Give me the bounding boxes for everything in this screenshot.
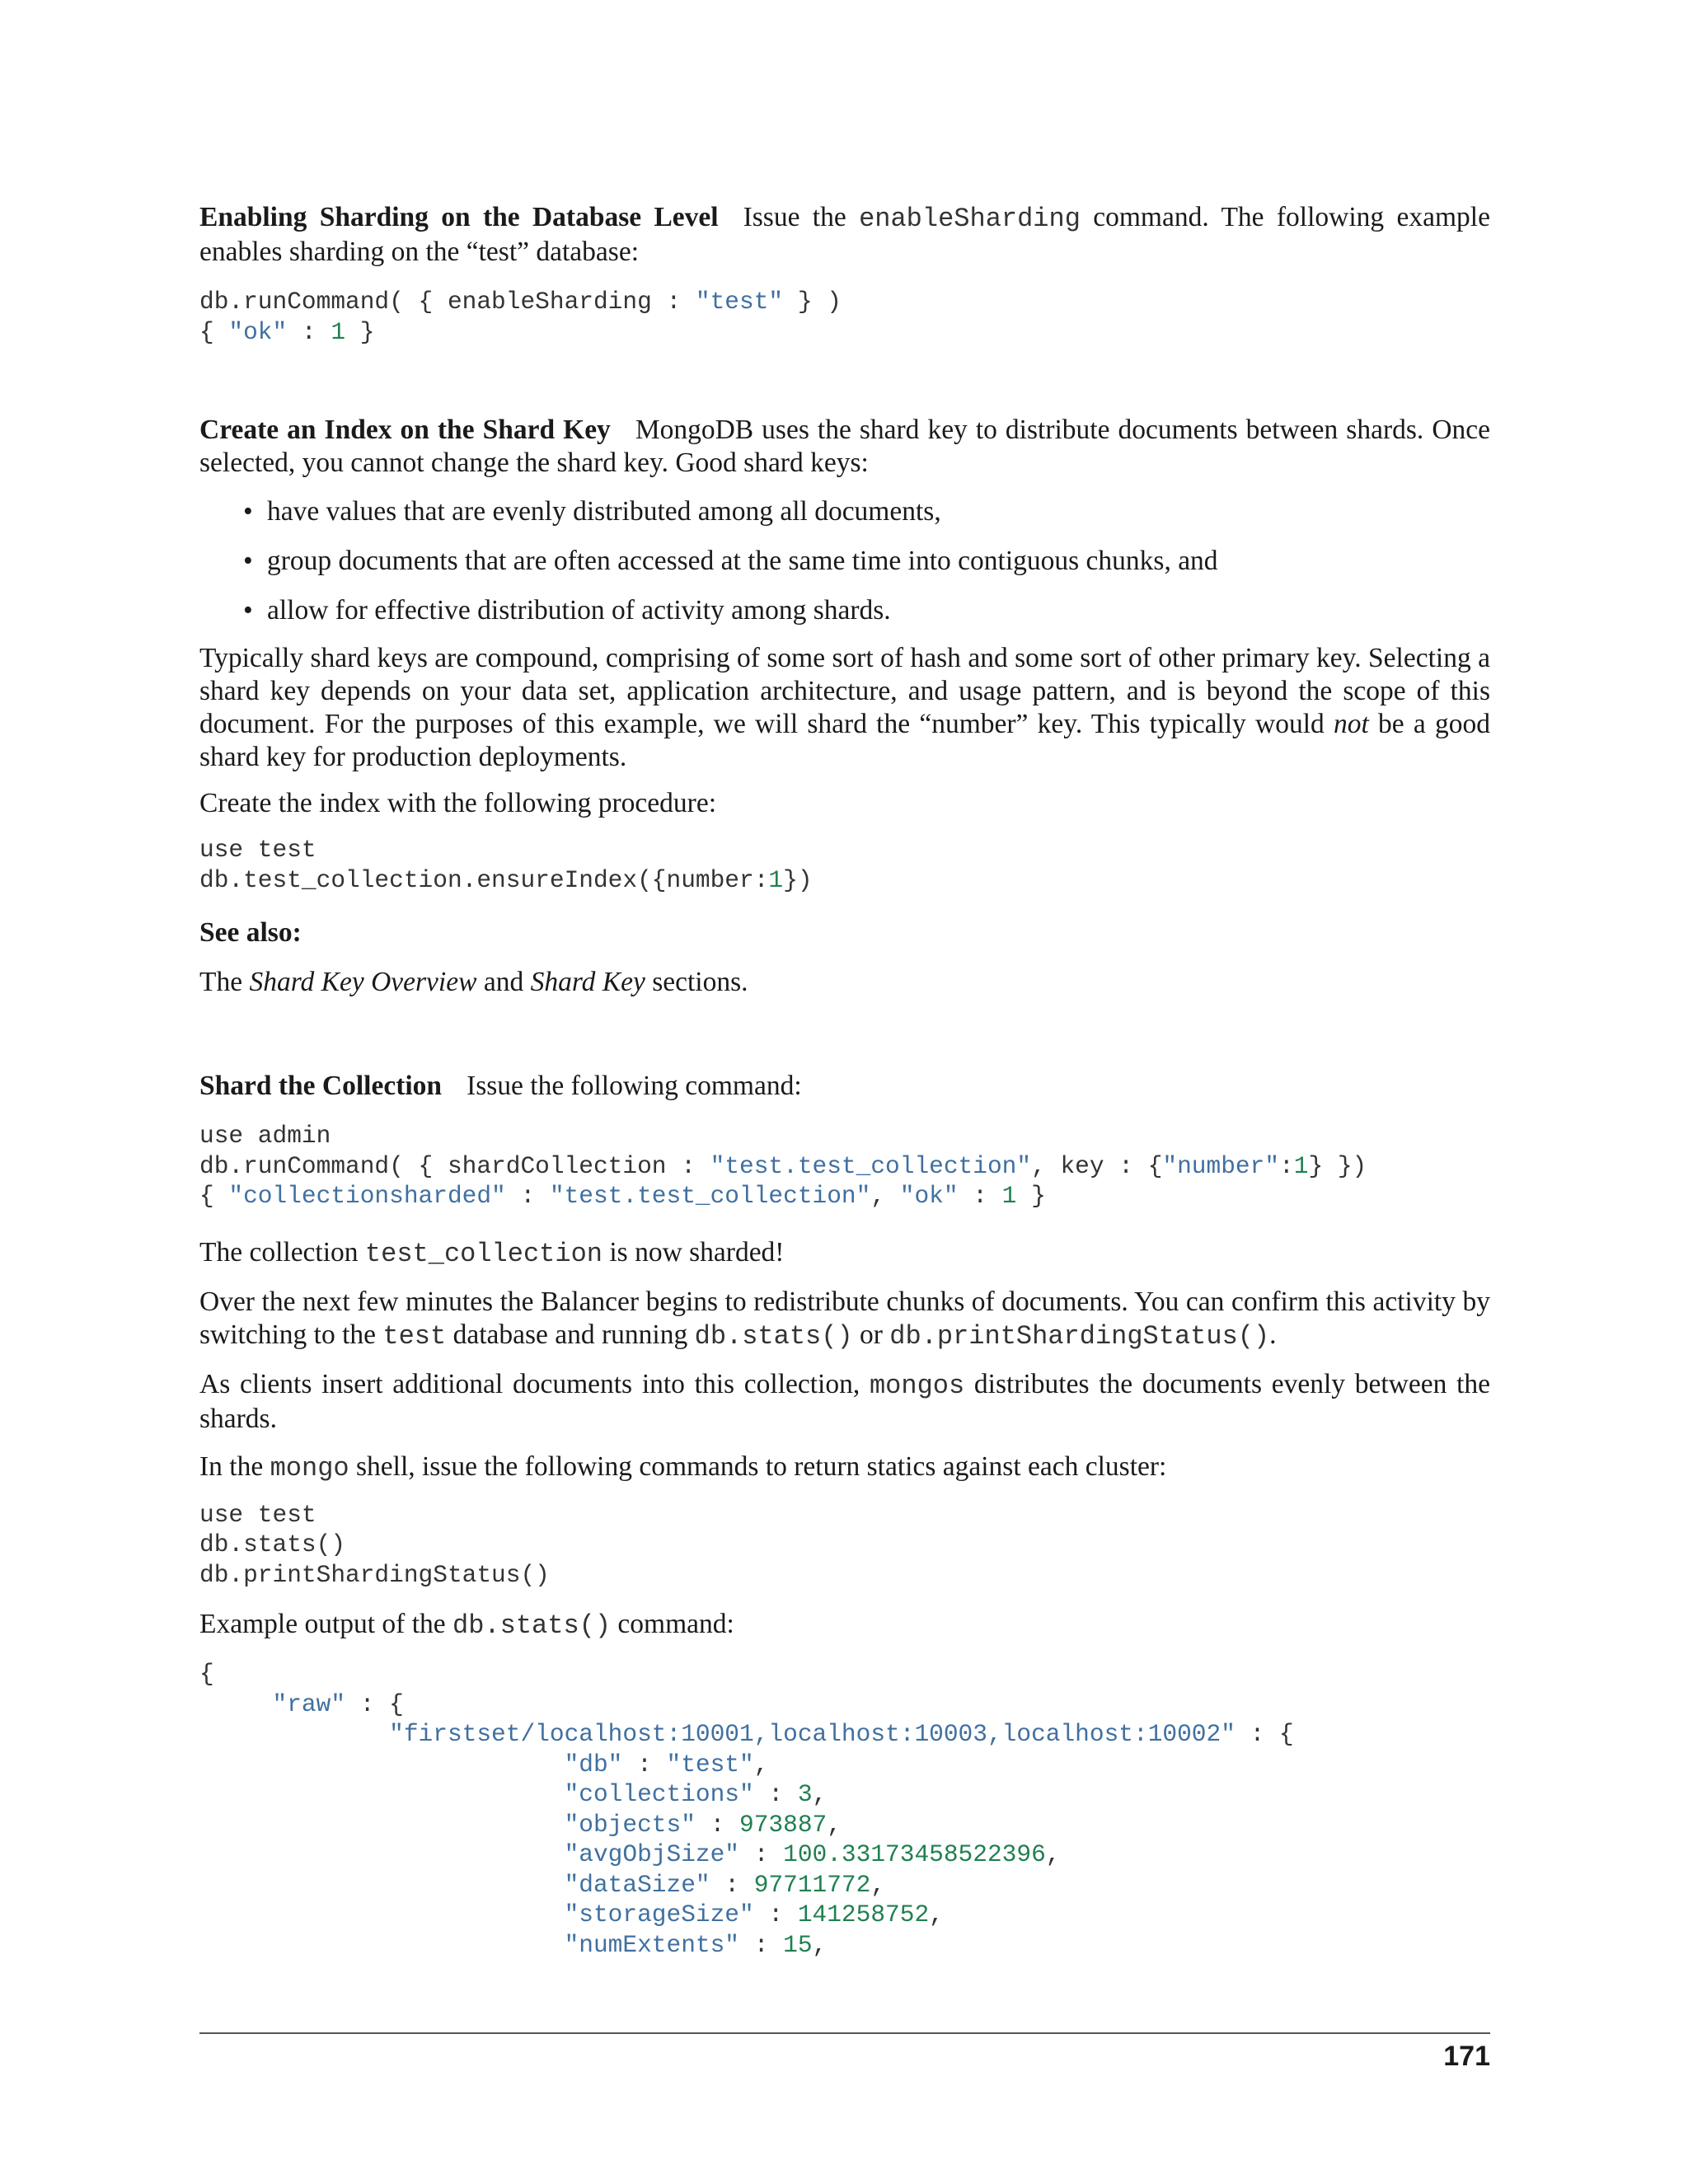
output-key: "objects" [564, 1810, 696, 1839]
output-key: "collections" [564, 1780, 754, 1808]
paragraph: Example output of the db.stats() command: [199, 1609, 734, 1641]
section-heading: Enabling Sharding on the Database Level [199, 202, 719, 232]
output-value: 3 [797, 1780, 813, 1808]
paragraph: In the mongo shell, issue the following commands to return statics against each cluster: [199, 1451, 1167, 1483]
paragraph: Typically shard keys are compound, comprising of some sort of hash and some sort of other primary key. Selecting a shard key depends on your data set, application architecture, and usage pattern, and is beyond the scope of this document. For the purposes of this example, we will shard the “number” key. This typically would not be a good shard key for production deployments. [199, 643, 1490, 772]
paragraph: Over the next few minutes the Balancer begins to redistribute chunks of documents. You can confirm this activity by switching to the test database and running db.stats() or db.printShardingStatus(). [199, 1286, 1490, 1352]
paragraph: Shard the Collection Issue the following command: [199, 1071, 802, 1101]
inline-code: test [382, 1320, 447, 1352]
link-shard-key-overview[interactable]: Shard Key Overview [249, 967, 477, 997]
list-item: • allow for effective distribution of activity among shards. [199, 594, 1490, 627]
footer-rule [199, 2032, 1490, 2034]
list-item: • have values that are evenly distributed among all documents, [199, 495, 1490, 528]
inline-code: mongos [869, 1370, 965, 1401]
section-shard-collection [199, 1070, 1490, 1960]
bullet-list [199, 495, 1490, 627]
output-key: "dataSize" [564, 1870, 710, 1899]
code-block: use test db.stats() db.printShardingStatus() [199, 1500, 550, 1589]
paragraph: As clients insert additional documents into this collection, mongos distributes the documents evenly between the shards. [199, 1368, 1490, 1434]
paragraph: Enabling Sharding on the Database Level Issue the enableSharding command. The following example enables sharding on the “test” database: [199, 202, 1490, 267]
output-key: "avgObjSize" [564, 1840, 740, 1868]
link-shard-key[interactable]: Shard Key [530, 967, 645, 997]
paragraph: Create the index with the following procedure: [199, 788, 716, 818]
code-block: use admin db.runCommand( { shardCollection : "test.test_collection", key : {"number":1} }) { "collectionsharded" : "test.test_collection", "ok" : 1 } [199, 1122, 1367, 1210]
section-enable-sharding [199, 201, 1490, 347]
code-block: db.runCommand( { enableSharding : "test" } ) { "ok" : 1 } [199, 288, 842, 346]
output-key: "storageSize" [564, 1900, 754, 1929]
code-block: use test db.test_collection.ensureIndex({number:1}) [199, 836, 813, 894]
section-create-index [199, 414, 1490, 999]
inline-code: enableSharding [859, 204, 1081, 234]
output-value: 973887 [739, 1810, 828, 1839]
output-value: "test" [666, 1750, 754, 1779]
output-value: 15 [783, 1930, 813, 1959]
output-key: "numExtents" [564, 1930, 740, 1959]
inline-code: mongo [270, 1452, 349, 1483]
inline-code: db.stats() [452, 1610, 612, 1641]
section-heading: Shard the Collection [199, 1071, 443, 1101]
paragraph: Create an Index on the Shard Key MongoDB uses the shard key to distribute documents between shards. Once selected, you cannot change the shard key. Good shard keys: [199, 415, 1490, 478]
paragraph: The collection test_collection is now sharded! [199, 1236, 785, 1269]
section-heading: Create an Index on the Shard Key [199, 415, 611, 445]
output-value: 141258752 [797, 1900, 930, 1929]
output-value: 97711772 [753, 1870, 871, 1899]
inline-code: test_collection [364, 1238, 603, 1269]
paragraph: The Shard Key Overview and Shard Key sections. [199, 967, 748, 997]
list-item: • group documents that are often accessed at the same time into contiguous chunks, and [199, 545, 1490, 578]
inline-code: db.printShardingStatus() [889, 1320, 1270, 1352]
see-also-heading: See also: [199, 917, 302, 948]
code-block-output: { "raw" : { "firstset/localhost:10001,localhost:10003,localhost:10002" : { "db" : "test", "collections" : 3, "objects" : 973887, "avgObjSize" : 100.33173458522396, "dataSize" : 97711772, "storageSize" : 141258752, "numExtents" : 15, [199, 1660, 1294, 1959]
output-value: 100.33173458522396 [783, 1840, 1046, 1868]
page-number: 171 [1443, 2041, 1490, 2072]
inline-code: db.stats() [694, 1320, 853, 1352]
output-key: "db" [564, 1750, 623, 1779]
